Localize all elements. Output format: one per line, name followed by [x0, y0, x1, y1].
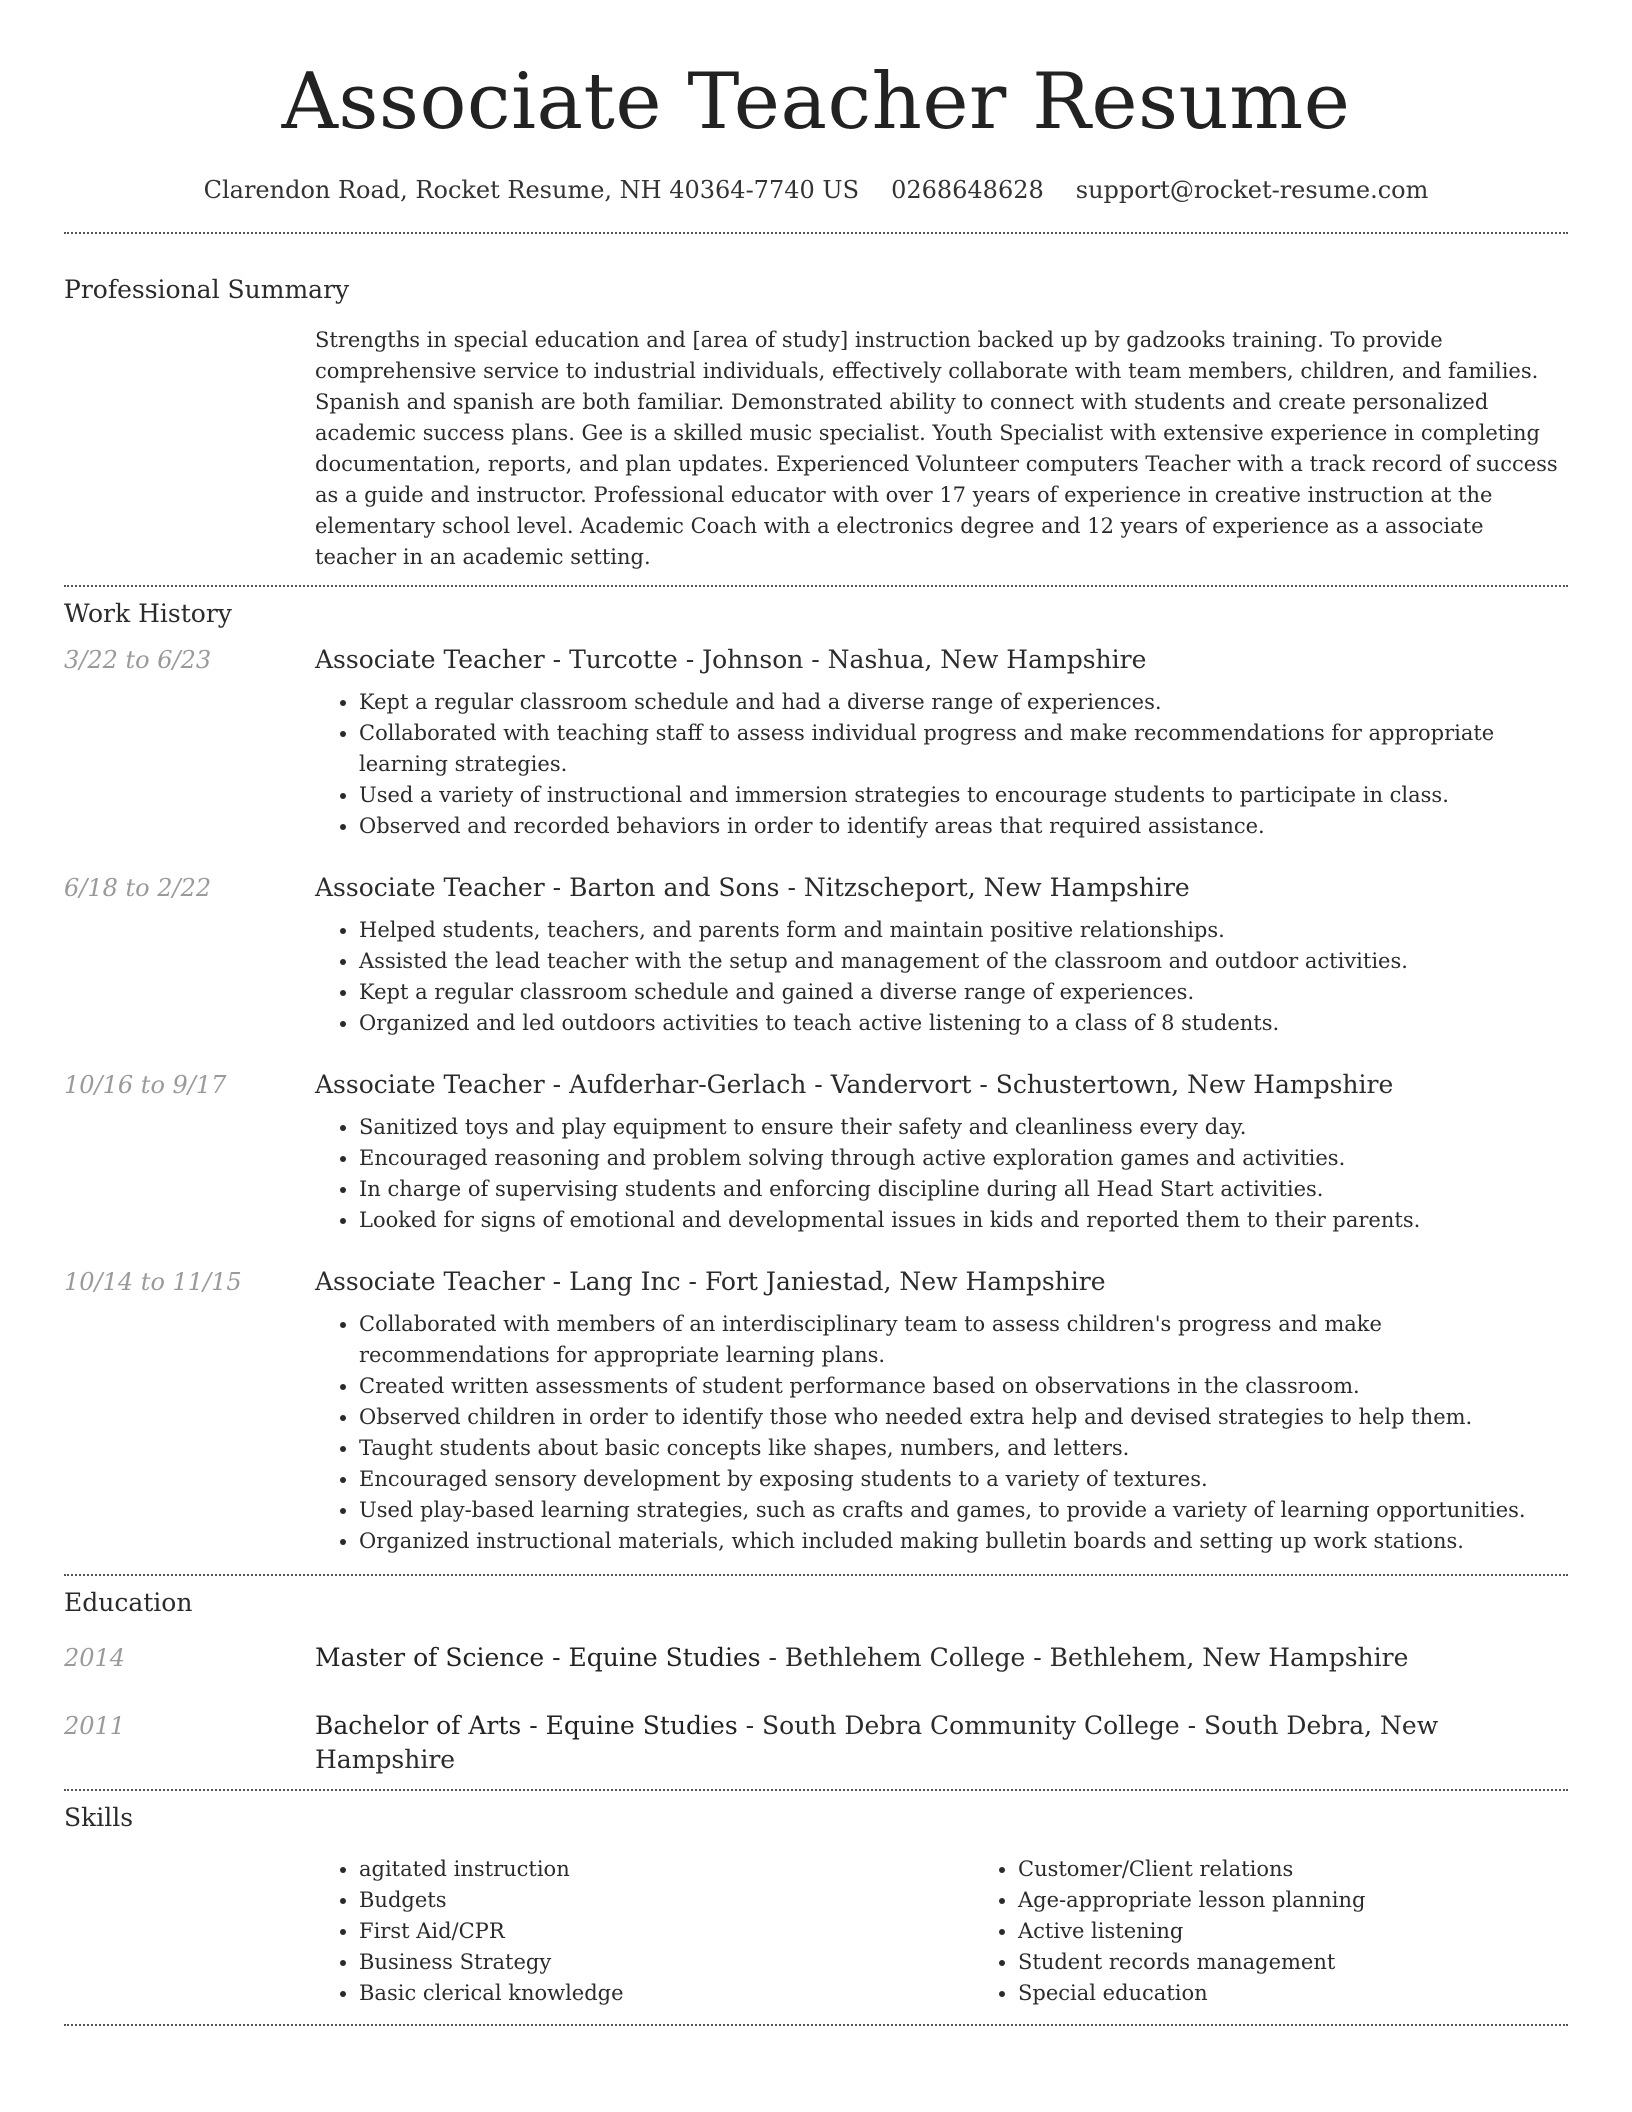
list-item: • Active listening [1018, 1916, 1632, 1947]
list-item: • Business Strategy [359, 1947, 974, 1978]
skills-row [64, 1854, 1568, 2009]
list-item: • Collaborated with teaching staff to assess individual progress and make recommendations for appropriate learning strategies. [359, 718, 1568, 780]
contact-email: support@rocket-resume.com [1075, 176, 1429, 204]
job-dates: 3/22 to 6/23 [64, 646, 212, 674]
job-title: Associate Teacher - Aufderhar-Gerlach - Vandervort - Schustertown, New Hampshire [315, 1070, 1394, 1099]
job-title: Associate Teacher - Turcotte - Johnson - Nashua, New Hampshire [315, 645, 1147, 674]
divider [64, 585, 1568, 587]
list-item: • Looked for signs of emotional and developmental issues in kids and reported them to their parents. [359, 1205, 1568, 1236]
education-entry [64, 1641, 1568, 1675]
divider [64, 2024, 1568, 2026]
list-item: • Encouraged sensory development by exposing students to a variety of textures. [359, 1464, 1568, 1495]
list-item: • Student records management [1018, 1947, 1632, 1978]
divider [64, 232, 1568, 234]
section-heading-skills: Skills [64, 1803, 134, 1832]
list-item: • Assisted the lead teacher with the setup and management of the classroom and outdoor activities. [359, 946, 1568, 977]
education-school: - South Debra Community College - South Debra, New Hampshire [315, 1711, 1439, 1774]
work-history-list [64, 643, 1568, 1557]
list-item: • Sanitized toys and play equipment to ensure their safety and cleanliness every day. [359, 1112, 1568, 1143]
section-heading-summary: Professional Summary [64, 275, 350, 304]
education-entry [64, 1709, 1568, 1777]
list-item: • Used a variety of instructional and immersion strategies to encourage students to participate in class. [359, 780, 1568, 811]
job-dates: 10/14 to 11/15 [64, 1268, 242, 1296]
list-item: • Used play-based learning strategies, such as crafts and games, to provide a variety of learning opportunities. [359, 1495, 1568, 1526]
summary-row [64, 325, 1568, 573]
skills-list-right [974, 1854, 1632, 2009]
list-item: • Created written assessments of student performance based on observations in the classroom. [359, 1371, 1568, 1402]
education-degree: Master of Science - Equine Studies [315, 1643, 761, 1672]
list-item: • Budgets [359, 1885, 974, 1916]
skills-list-left [315, 1854, 974, 2009]
section-heading-work: Work History [64, 599, 232, 628]
list-item: • Observed and recorded behaviors in order to identify areas that required assistance. [359, 811, 1568, 842]
job-title: Associate Teacher - Barton and Sons - Nitzscheport, New Hampshire [315, 873, 1190, 902]
list-item: • Age-appropriate lesson planning [1018, 1885, 1632, 1916]
education-degree: Bachelor of Arts - Equine Studies [315, 1711, 738, 1740]
list-item: • Customer/Client relations [1018, 1854, 1632, 1885]
education-year: 2014 [64, 1644, 126, 1672]
job-bullets [315, 687, 1568, 842]
list-item: • Encouraged reasoning and problem solving through active exploration games and activities. [359, 1143, 1568, 1174]
job-bullets [315, 915, 1568, 1039]
list-item: • agitated instruction [359, 1854, 974, 1885]
section-heading-education: Education [64, 1588, 193, 1617]
list-item: • Kept a regular classroom schedule and gained a diverse range of experiences. [359, 977, 1568, 1008]
summary-text: Strengths in special education and [area of study] instruction backed up by gadzooks training. To provide comprehensive service to industrial individuals, effectively collaborate with team members, children, and families. Spanish and spanish are both familiar. Demonstrated ability to connect with students and create personalized academic success plans. Gee is a skilled music specialist. Youth Specialist with extensive experience in completing documentation, reports, and plan updates. Experienced Volunteer computers Teacher with a track record of success as a guide and instructor. Professional educator with over 17 years of experience in creative instruction at the elementary school level. Academic Coach with a electronics degree and 12 years of experience as a associate teacher in an academic setting. [315, 328, 1558, 569]
list-item: • Collaborated with members of an interdisciplinary team to assess children's progress and make recommendations for appropriate learning plans. [359, 1309, 1568, 1371]
divider [64, 1574, 1568, 1576]
job-dates: 10/16 to 9/17 [64, 1071, 227, 1099]
list-item: • Kept a regular classroom schedule and had a diverse range of experiences. [359, 687, 1568, 718]
list-item: • Observed children in order to identify those who needed extra help and devised strategies to help them. [359, 1402, 1568, 1433]
job-entry [64, 1068, 1568, 1236]
divider [64, 1789, 1568, 1791]
education-year: 2011 [64, 1712, 126, 1740]
list-item: • First Aid/CPR [359, 1916, 974, 1947]
contact-address: Clarendon Road, Rocket Resume, NH 40364-7740 US [203, 176, 860, 204]
list-item: • Special education [1018, 1978, 1632, 2009]
list-item: • Helped students, teachers, and parents form and maintain positive relationships. [359, 915, 1568, 946]
list-item: • Organized instructional materials, which included making bulletin boards and setting up work stations. [359, 1526, 1568, 1557]
job-entry [64, 871, 1568, 1039]
job-title: Associate Teacher - Lang Inc - Fort Janiestad, New Hampshire [315, 1267, 1106, 1296]
contact-line [64, 174, 1568, 206]
list-item: • Taught students about basic concepts like shapes, numbers, and letters. [359, 1433, 1568, 1464]
list-item: • In charge of supervising students and enforcing discipline during all Head Start activities. [359, 1174, 1568, 1205]
contact-phone: 0268648628 [891, 176, 1044, 204]
job-dates: 6/18 to 2/22 [64, 874, 212, 902]
job-bullets [315, 1309, 1568, 1557]
list-item: • Basic clerical knowledge [359, 1978, 974, 2009]
resume-title: Associate Teacher Resume [281, 57, 1351, 147]
list-item: • Organized and led outdoors activities to teach active listening to a class of 8 students. [359, 1008, 1568, 1039]
job-entry [64, 1265, 1568, 1557]
job-bullets [315, 1112, 1568, 1236]
job-entry [64, 643, 1568, 842]
education-school: - Bethlehem College - Bethlehem, New Hampshire [760, 1643, 1409, 1672]
